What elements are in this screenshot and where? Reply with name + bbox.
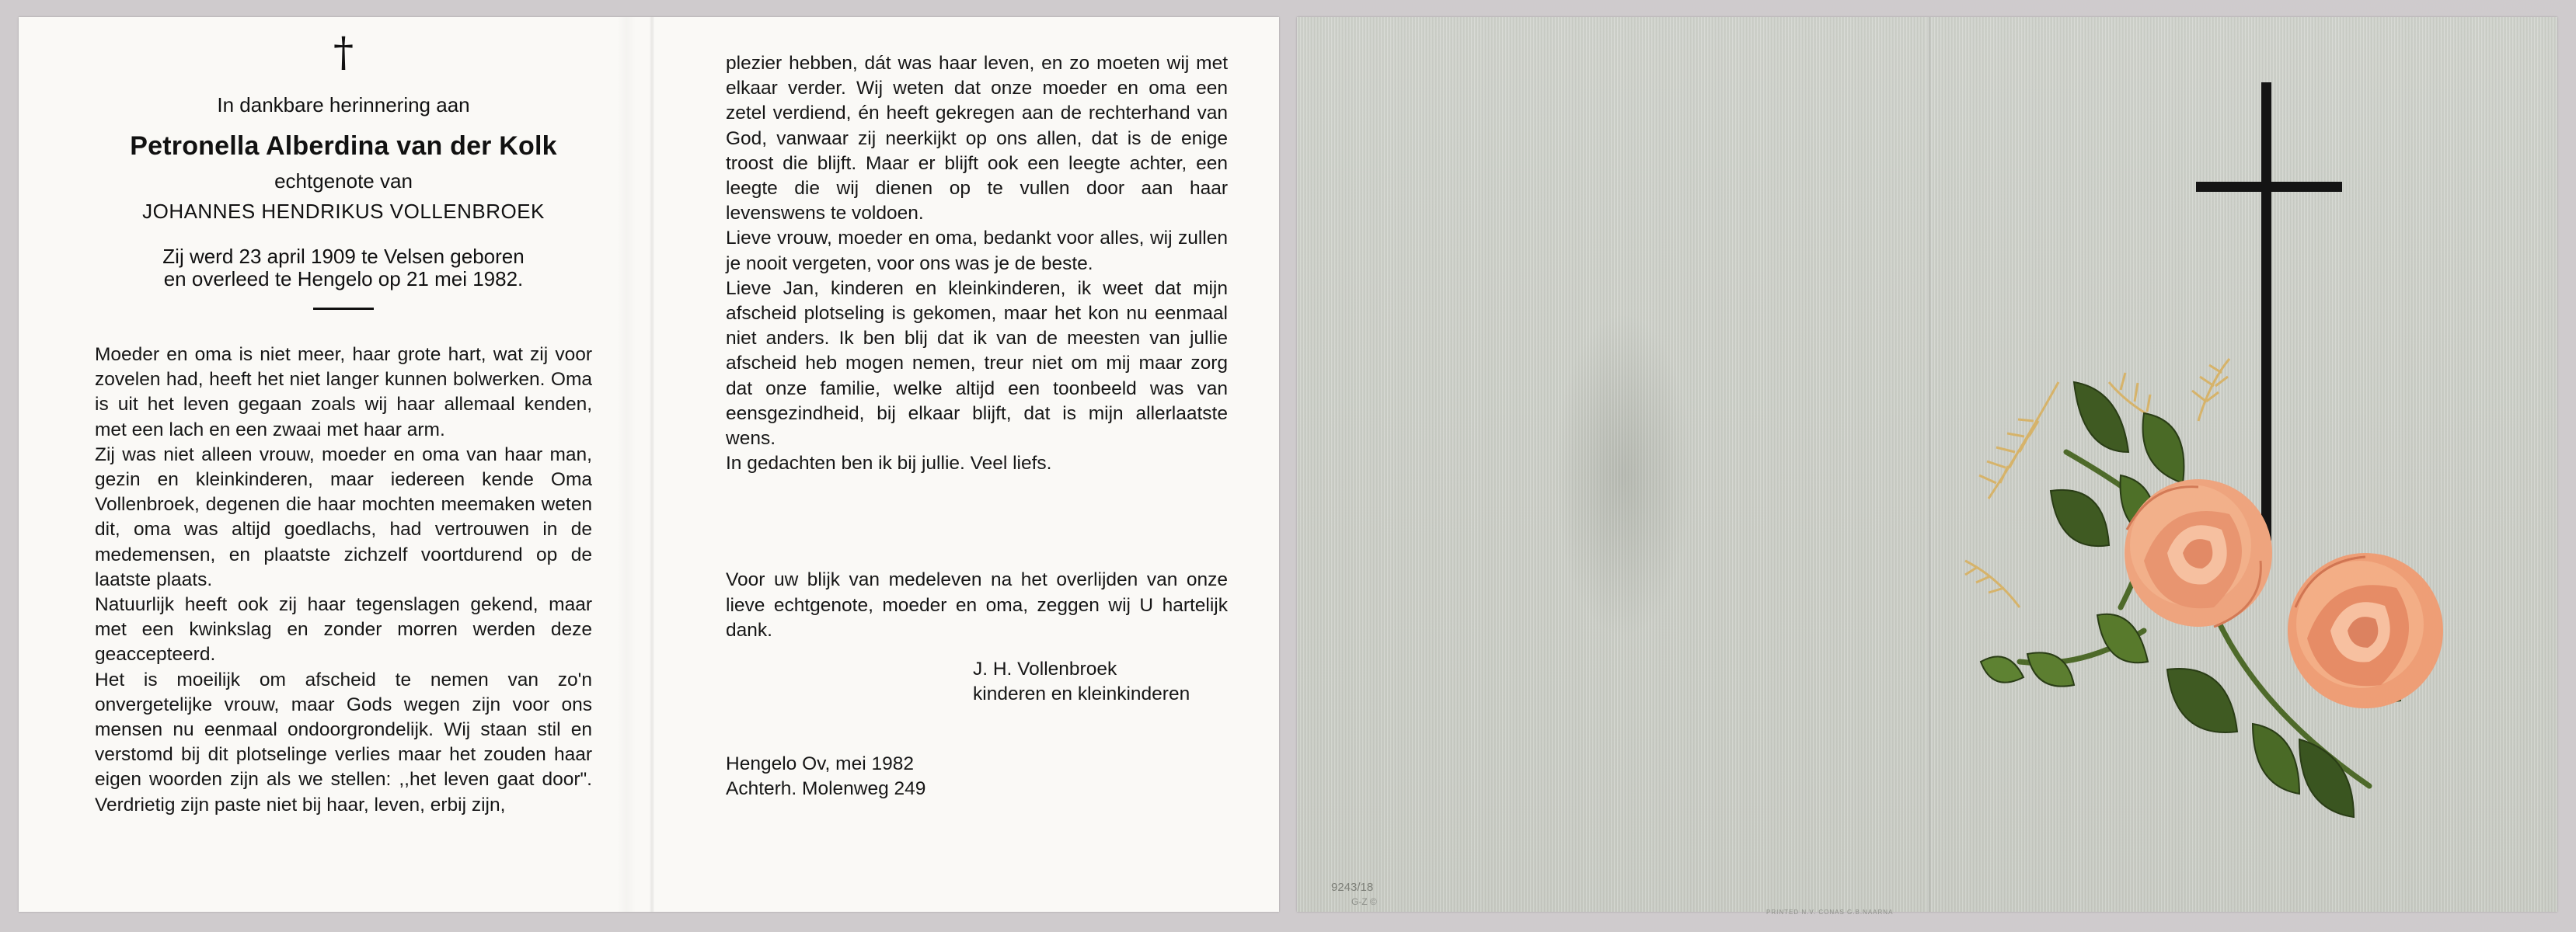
cross-and-roses-illustration bbox=[1297, 17, 2557, 912]
place-date: Hengelo Ov, mei 1982 bbox=[726, 753, 914, 775]
paragraph: Moeder en oma is niet meer, haar grote hart, wat zij voor zovelen had, heeft het niet langer kunnen bolwerken. Oma is uit het leven gegaan zoals wij haar allemaal kenden, met een lach en een zwaai met haar arm. bbox=[95, 344, 592, 440]
spouse-name: JOHANNES HENDRIKUS VOLLENBROEK bbox=[142, 200, 545, 223]
cross-icon bbox=[2196, 82, 2342, 541]
cross-icon: † bbox=[333, 30, 354, 76]
deceased-name: Petronella Alberdina van der Kolk bbox=[130, 131, 557, 161]
paragraph: Zij was niet alleen vrouw, moeder en oma van haar man, gezin en kleinkinderen, maar iedereen kende Oma Vollenbroek, degenen die haar mochten meemaken weten dit, oma was altijd goedlachs, had vertrouwen in de medemensen, en plaatste zichzelf voortdurend op de laatste plaats. bbox=[95, 443, 592, 590]
dates-line-1: Zij werd 23 april 1909 te Velsen geboren bbox=[162, 245, 525, 268]
right-column bbox=[726, 51, 1228, 802]
divider bbox=[313, 308, 374, 310]
card-code-mark: G-Z © bbox=[1351, 896, 1377, 907]
address bbox=[726, 752, 1228, 802]
left-column bbox=[95, 30, 592, 818]
intro-text: In dankbare herinnering aan bbox=[217, 93, 470, 116]
fold-line bbox=[650, 17, 654, 912]
memorial-card-cover bbox=[1297, 17, 2557, 916]
paragraph: In gedachten ben ik bij jullie. Veel liefs. bbox=[726, 453, 1052, 475]
paragraph: Lieve Jan, kinderen en kleinkinderen, ik weet dat mijn afscheid plotseling is gekomen, maar het kon nu eenmaal niet anders. Ik ben blij dat ik van de meesten van jullie afscheid heb mogen nemen, treur niet om mij maar zorg dat onze familie, welke altijd een toonbeeld was van eensgezindheid, bij elkaar blijft, dat is mijn allerlaatste wens. bbox=[726, 277, 1228, 450]
rose-icon bbox=[2288, 553, 2443, 708]
dates-line-2: en overleed te Hengelo op 21 mei 1982. bbox=[163, 267, 524, 290]
rose-icon bbox=[2125, 479, 2272, 627]
paragraph: Lieve vrouw, moeder en oma, bedankt voor alles, wij zullen je nooit vergeten, voor ons was je de beste. bbox=[726, 228, 1228, 274]
street-address: Achterh. Molenweg 249 bbox=[726, 778, 926, 800]
printer-imprint: PRINTED N.V. CONAS G.B.NAARNA bbox=[1766, 909, 1894, 916]
signature bbox=[973, 657, 1228, 707]
fold-shadow bbox=[617, 17, 636, 912]
spouse-label: echtgenote van bbox=[274, 169, 413, 193]
thanks-text: Voor uw blijk van medeleven na het overlijden van onze lieve echtgenote, moeder en oma, zeggen wij U hartelijk dank. bbox=[726, 569, 1228, 641]
signature-family: kinderen en kleinkinderen bbox=[973, 683, 1190, 705]
signature-name: J. H. Vollenbroek bbox=[973, 659, 1117, 680]
paragraph: Natuurlijk heeft ook zij haar tegenslagen gekend, maar met een kwinkslag en zonder morren werden deze geaccepteerd. bbox=[95, 594, 592, 666]
paragraph: plezier hebben, dát was haar leven, en zo moeten wij met elkaar verder. Wij weten dat onze moeder en oma een zetel verdiend, én heeft gekregen aan de rechterhand van God, vanwaar zij neerkijkt op ons allen, dat is de enige troost die blijft. Maar er blijft ook een leegte achter, een leegte die wij dienen op te vullen door aan haar levenswens te voldoen. bbox=[726, 53, 1228, 224]
memorial-card-inner bbox=[19, 17, 1279, 912]
card-code-number: 9243/18 bbox=[1331, 881, 1374, 894]
card-code bbox=[1331, 881, 1373, 895]
paragraph: Het is moeilijk om afscheid te nemen van zo'n onvergetelijke vrouw, maar Gods wegen zijn voor ons mensen nu eenmaal ondoorgrondelijk. Wij staan stil en verstomd bij dit plotselinge verlies maar het zouden haar eigen woorden zijn als we stellen: ,,het leven gaat door". Verdrietig zijn paste niet bij haar, leven, erbij zijn, bbox=[95, 669, 592, 816]
